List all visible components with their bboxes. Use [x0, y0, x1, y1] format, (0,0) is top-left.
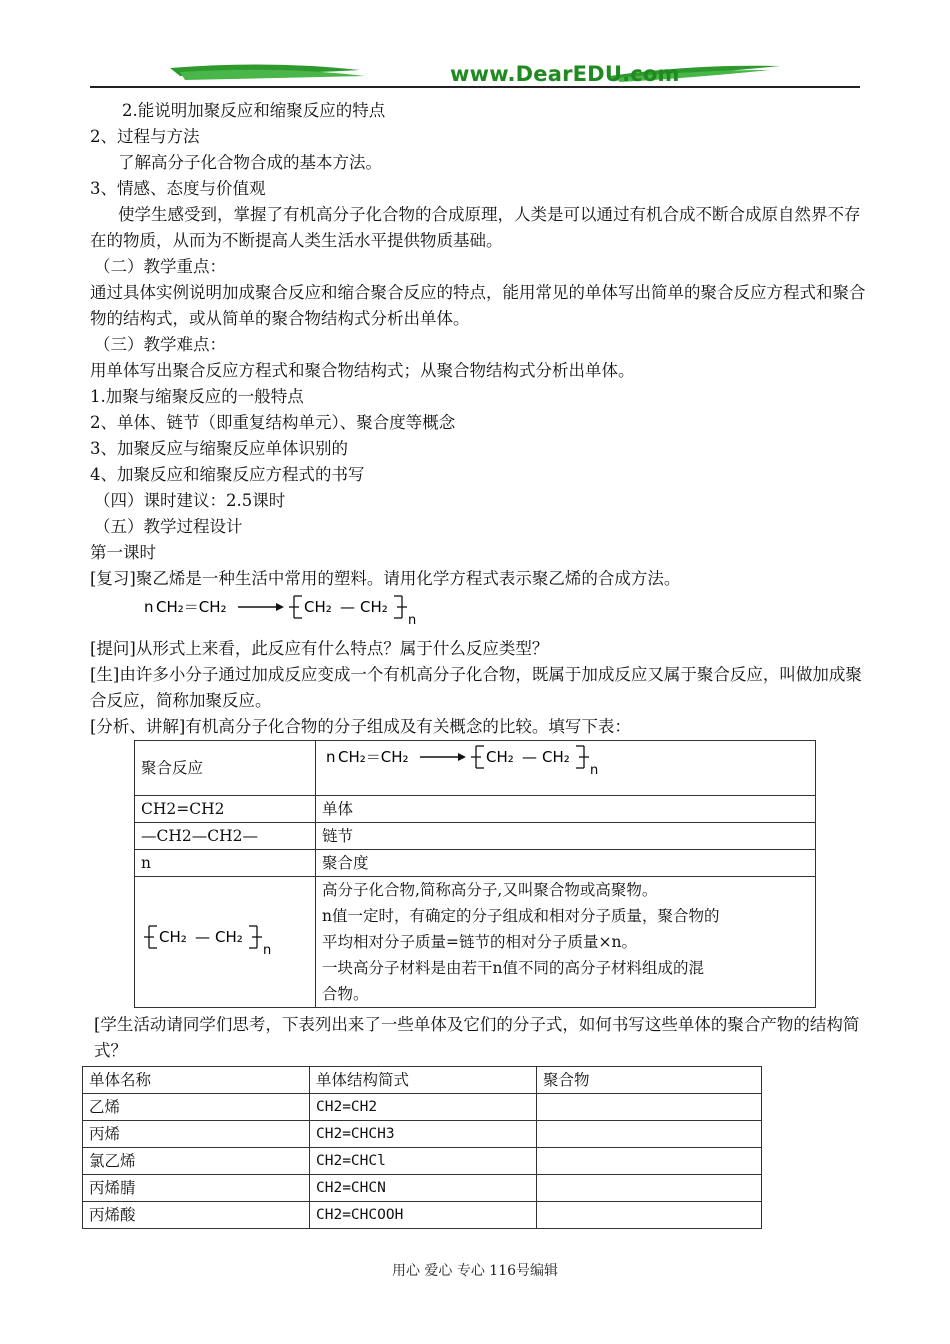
table-header: 聚合物: [537, 1067, 762, 1094]
table-cell-empty[interactable]: [537, 1202, 762, 1229]
table-cell-polymer-formula: [135, 877, 316, 1008]
table-header: 单体名称: [83, 1067, 310, 1094]
table-cell: CH2=CHCN: [310, 1175, 537, 1202]
description-line: 合物。: [322, 985, 369, 1003]
equation-unit-right: CH₂: [360, 598, 388, 616]
svg-text:CH₂＝CH₂: CH₂＝CH₂: [338, 748, 409, 766]
table-cell: 乙烯: [83, 1094, 310, 1121]
polymerization-equation: [90, 592, 870, 636]
table-header: 单体结构简式: [310, 1067, 537, 1094]
arrow-icon: [458, 753, 466, 761]
equation-n: n: [144, 598, 154, 616]
table-row: [83, 1121, 762, 1148]
table-cell: CH2=CHCH3: [310, 1121, 537, 1148]
site-logo-text[interactable]: www.DearEDU.com: [450, 62, 680, 86]
list-item: 3、加聚反应与缩聚反应单体识别的: [90, 439, 348, 458]
table-cell-empty[interactable]: [537, 1148, 762, 1175]
svg-text:CH₂: CH₂: [486, 748, 514, 766]
table-cell: —CH2—CH2—: [135, 823, 316, 850]
description-line: 一块高分子材料是由若干n值不同的高分子材料组成的混: [322, 959, 704, 977]
svg-text:—: —: [195, 928, 210, 946]
section-heading: （五）教学过程设计: [94, 517, 243, 536]
table-cell: 氯乙烯: [83, 1148, 310, 1175]
table-cell: CH2=CHCl: [310, 1148, 537, 1175]
table-row: [83, 1175, 762, 1202]
table-cell: 丙烯酸: [83, 1202, 310, 1229]
table-cell: 单体: [316, 796, 816, 823]
table-cell: CH2=CH2: [135, 796, 316, 823]
svg-text:—: —: [522, 748, 537, 766]
description-line: n值一定时，有确定的分子组成和相对分子质量，聚合物的: [322, 907, 720, 925]
table-cell-empty[interactable]: [537, 1121, 762, 1148]
question-line: [提问]从形式上来看，此反应有什么特点？属于什么反应类型？: [90, 639, 549, 658]
table-cell: CH2=CH2: [310, 1094, 537, 1121]
section-heading: 2、过程与方法: [90, 127, 200, 146]
paragraph: 使学生感受到，掌握了有机高分子化合物的合成原理，人类是可以通过有机合成不断合成原自然界不存在的物质，从而为不断提高人类生活水平提供物质基础。: [90, 205, 861, 250]
equation-unit-left: CH₂: [304, 598, 332, 616]
svg-text:CH₂: CH₂: [159, 928, 187, 946]
header-divider: [90, 86, 860, 88]
table-cell: n: [135, 850, 316, 877]
table-cell-description: [316, 877, 816, 1008]
list-item: 1.加聚与缩聚反应的一般特点: [90, 387, 304, 406]
description-line: 高分子化合物,简称高分子,又叫聚合物或高聚物。: [322, 881, 658, 899]
svg-text:CH₂: CH₂: [542, 748, 570, 766]
monomer-table: [82, 1066, 762, 1229]
svg-text:n: n: [326, 748, 336, 766]
student-activity: [学生活动请同学们思考，下表列出来了一些单体及它们的分子式，如何书写这些单体的聚合产物的结构简式？: [94, 1015, 860, 1060]
section-heading: （三）教学难点：: [94, 335, 226, 354]
table-row: [83, 1202, 762, 1229]
paragraph: 了解高分子化合物合成的基本方法。: [118, 153, 382, 172]
arrow-icon: [276, 603, 284, 611]
concept-table: [134, 740, 816, 1008]
table-cell-empty[interactable]: [537, 1175, 762, 1202]
list-item: 4、加聚反应和缩聚反应方程式的书写: [90, 465, 365, 484]
table-cell-equation: [316, 741, 816, 796]
table-row: [83, 1148, 762, 1175]
document-body: [90, 98, 870, 1229]
svg-text:n: n: [263, 943, 272, 958]
table-cell: CH2=CHCOOH: [310, 1202, 537, 1229]
table-row: [83, 1094, 762, 1121]
section-heading: （四）课时建议：2.5课时: [94, 491, 286, 510]
equation-subscript: n: [408, 613, 417, 628]
table-cell-empty[interactable]: [537, 1094, 762, 1121]
page-footer: 用心 爱心 专心 116号编辑: [391, 1263, 559, 1279]
lesson-title: 第一课时: [90, 543, 156, 562]
list-item: 2、单体、链节（即重复结构单元）、聚合度等概念: [90, 413, 456, 432]
analysis-line: [分析、讲解]有机高分子化合物的分子组成及有关概念的比较。填写下表：: [90, 717, 631, 736]
description-line: 平均相对分子质量=链节的相对分子质量×n。: [322, 933, 637, 951]
paragraph: 通过具体实例说明加成聚合反应和缩合聚合反应的特点，能用常见的单体写出简单的聚合反应方程式和聚合物的结构式，或从简单的聚合物结构式分析出单体。: [90, 283, 866, 328]
table-cell: 聚合反应: [135, 741, 316, 796]
paragraph: 用单体写出聚合反应方程式和聚合物结构式；从聚合物结构式分析出单体。: [90, 361, 635, 380]
svg-text:CH₂: CH₂: [215, 928, 243, 946]
table-cell: 链节: [316, 823, 816, 850]
equation-unit-dash: —: [340, 598, 355, 616]
section-heading: （二）教学重点：: [94, 257, 226, 276]
student-answer: [生]由许多小分子通过加成反应变成一个有机高分子化合物，既属于加成反应又属于聚合反应，叫做加成聚合反应，简称加聚反应。: [90, 665, 862, 710]
equation-monomer: CH₂＝CH₂: [156, 598, 227, 616]
table-cell: 丙烯: [83, 1121, 310, 1148]
review-prompt: [复习]聚乙烯是一种生活中常用的塑料。请用化学方程式表示聚乙烯的合成方法。: [90, 569, 681, 588]
section-heading: 3、情感、态度与价值观: [90, 179, 266, 198]
svg-text:n: n: [590, 763, 599, 778]
table-cell: 丙烯腈: [83, 1175, 310, 1202]
objective-line: 2.能说明加聚反应和缩聚反应的特点: [122, 101, 386, 120]
table-cell: 聚合度: [316, 850, 816, 877]
